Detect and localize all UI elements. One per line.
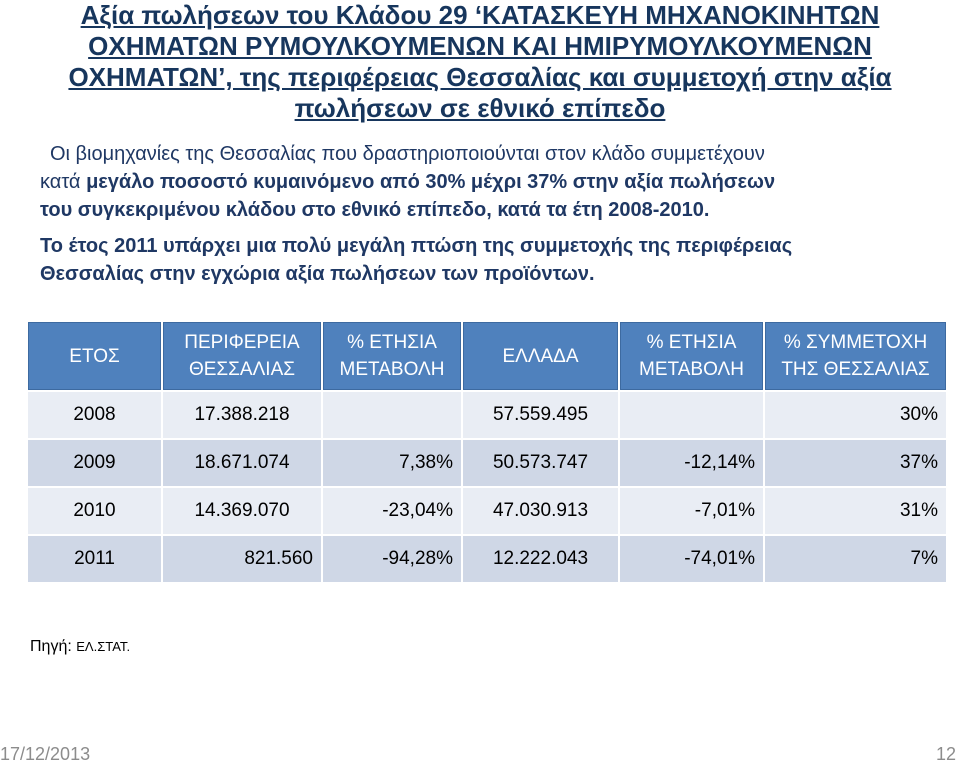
cell-participation: 31% [764, 487, 946, 535]
table-row [28, 391, 946, 439]
cell-participation: 7% [764, 535, 946, 582]
cell-greece-change: -7,01% [619, 487, 764, 535]
title-line-3: ΟΧΗΜΑΤΩΝ’, της περιφέρειας Θεσσαλίας και συμμετοχή στην αξία [68, 62, 892, 92]
source-value: ΕΛ.ΣΤΑΤ. [76, 639, 131, 654]
slide-number: 12 [935, 744, 956, 764]
header-greece: ΕΛΛΑΔΑ [462, 322, 619, 391]
decline-line-2: Θεσσαλίας στην εγχώρια αξία πωλήσεων των προϊόντων. [40, 263, 595, 285]
header-thessaly-change: % ΕΤΗΣΙΑ ΜΕΤΑΒΟΛΗ [322, 322, 462, 391]
cell-thessaly: 821.560 [162, 535, 322, 582]
cell-thessaly-change: -94,28% [322, 535, 462, 582]
cell-greece-change [619, 391, 764, 439]
header-greece-change: % ΕΤΗΣΙΑ ΜΕΤΑΒΟΛΗ [619, 322, 764, 391]
decline-paragraph [40, 232, 955, 288]
header-participation: % ΣΥΜΜΕΤΟΧΗ ΤΗΣ ΘΕΣΣΑΛΙΑΣ [764, 322, 946, 391]
decline-line-1: Το έτος 2011 υπάρχει μια πολύ μεγάλη πτώση της συμμετοχής της περιφέρειας [40, 235, 793, 257]
title-line-1: Αξία πωλήσεων του Κλάδου 29 ‘ΚΑΤΑΣΚΕΥΗ ΜΗΧΑΝΟΚΙΝΗΤΩΝ [80, 0, 880, 30]
cell-thessaly-change: -23,04% [322, 487, 462, 535]
cell-thessaly-change: 7,38% [322, 439, 462, 487]
table-row [28, 439, 946, 487]
table-row [28, 487, 946, 535]
cell-greece: 57.559.495 [462, 391, 619, 439]
cell-participation: 30% [764, 391, 946, 439]
cell-year: 2008 [28, 391, 162, 439]
source-note [30, 638, 130, 656]
intro-line-2-bold: μεγάλο ποσοστό κυμαινόμενο από 30% μέχρι 37% στην αξία πωλήσεων [86, 171, 776, 193]
header-thessaly: ΠΕΡΙΦΕΡΕΙΑ ΘΕΣΣΑΛΙΑΣ [162, 322, 322, 391]
cell-year: 2009 [28, 439, 162, 487]
table-header-row [28, 322, 946, 391]
cell-greece-change: -12,14% [619, 439, 764, 487]
header-year: ΕΤΟΣ [28, 322, 162, 391]
intro-paragraph [40, 140, 955, 224]
intro-line-2 [40, 168, 955, 196]
table-row [28, 535, 946, 582]
cell-greece: 12.222.043 [462, 535, 619, 582]
intro-line-1: Οι βιομηχανίες της Θεσσαλίας που δραστηριοποιούνται στον κλάδο συμμετέχουν [50, 143, 765, 165]
sales-table [28, 322, 946, 582]
source-label: Πηγή: [30, 638, 72, 655]
cell-greece: 50.573.747 [462, 439, 619, 487]
cell-year: 2010 [28, 487, 162, 535]
cell-greece: 47.030.913 [462, 487, 619, 535]
footer-date: 17/12/2013 [0, 744, 91, 764]
cell-thessaly: 17.388.218 [162, 391, 322, 439]
intro-line-3: του συγκεκριμένου κλάδου στο εθνικό επίπεδο, κατά τα έτη 2008-2010. [40, 199, 710, 221]
cell-thessaly: 14.369.070 [162, 487, 322, 535]
cell-thessaly-change [322, 391, 462, 439]
cell-participation: 37% [764, 439, 946, 487]
cell-year: 2011 [28, 535, 162, 582]
cell-thessaly: 18.671.074 [162, 439, 322, 487]
cell-greece-change: -74,01% [619, 535, 764, 582]
intro-line-2-normal: κατά [40, 171, 87, 193]
slide-title [0, 0, 960, 124]
title-line-2: ΟΧΗΜΑΤΩΝ ΡΥΜΟΥΛΚΟΥΜΕΝΩΝ ΚΑΙ ΗΜΙΡΥΜΟΥΛΚΟΥΜΕΝΩΝ [88, 31, 872, 61]
title-line-4: πωλήσεων σε εθνικό επίπεδο [294, 93, 666, 123]
